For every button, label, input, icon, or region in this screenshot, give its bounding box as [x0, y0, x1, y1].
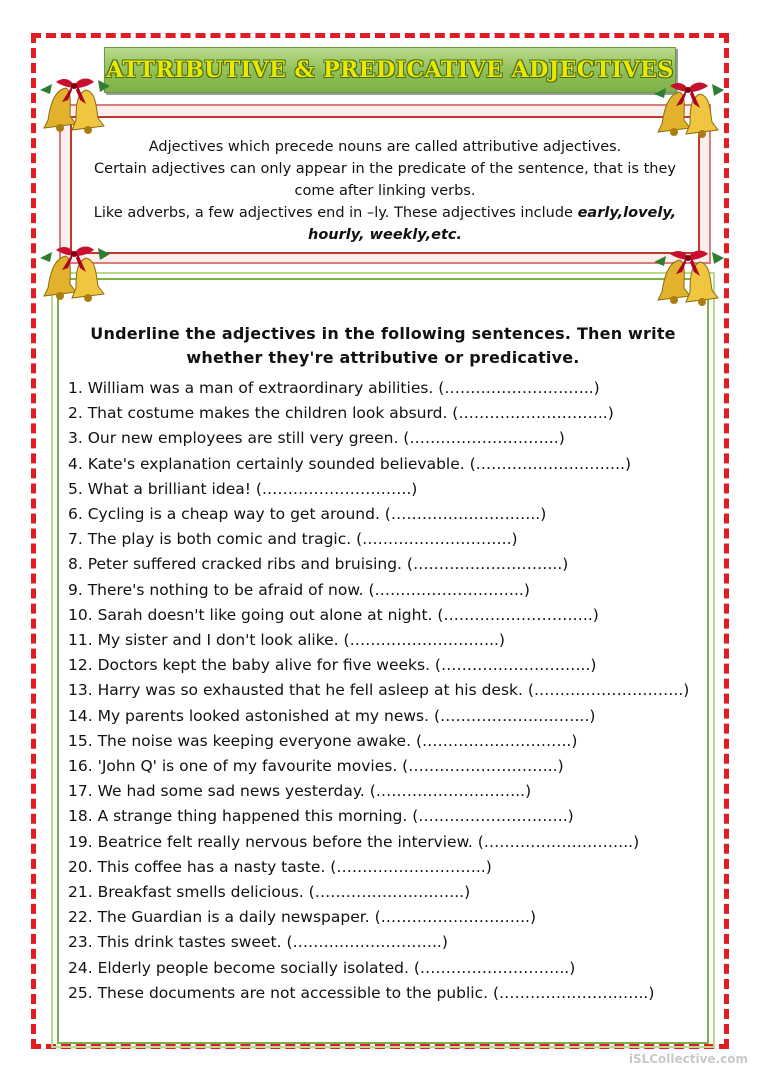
sentence-item: 9. There's nothing to be afraid of now. (………………………..) [68, 580, 530, 599]
info-line-1: Adjectives which precede nouns are called attributive adjectives. [148, 139, 622, 155]
sentence-list [68, 376, 698, 1006]
sentence-item: 6. Cycling is a cheap way to get around. (………………………..) [68, 505, 547, 524]
sentence-item: 8. Peter suffered cracked ribs and bruising. (………………………..) [68, 555, 569, 574]
sentence-item: 3. Our new employees are still very green. (………………………..) [68, 429, 565, 448]
info-box [70, 116, 700, 254]
page-title: ATTRIBUTIVE & PREDICATIVE ADJECTIVES [106, 57, 674, 83]
christmas-bells-icon [36, 244, 114, 316]
sentence-item: 19. Beatrice felt really nervous before the interview. (………………………..) [68, 832, 640, 851]
christmas-bells-icon [650, 80, 728, 152]
sentence-item: 12. Doctors kept the baby alive for five weeks. (………………………..) [68, 656, 597, 675]
sentence-item: 21. Breakfast smells delicious. (………………………..) [68, 883, 471, 902]
sentence-item: 11. My sister and I don't look alike. (………………………..) [68, 631, 505, 650]
sentence-item: 7. The play is both comic and tragic. (………………………..) [68, 530, 518, 549]
sentence-item: 5. What a brilliant idea! (………………………..) [68, 479, 418, 498]
sentence-item: 4. Kate's explanation certainly sounded believable. (………………………..) [68, 454, 632, 473]
sentence-item: 2. That costume makes the children look absurd. (………………………..) [68, 404, 614, 423]
footer-watermark: iSLCollective.com [628, 1052, 748, 1066]
sentence-item: 22. The Guardian is a daily newspaper. (………………………..) [68, 908, 537, 927]
sentence-item: 17. We had some sad news yesterday. (………………………..) [68, 782, 532, 801]
sentence-item: 13. Harry was so exhausted that he fell asleep at his desk. (………………………..) [68, 681, 690, 700]
sentence-item: 10. Sarah doesn't like going out alone at night. (………………………..) [68, 605, 599, 624]
title-banner [104, 47, 676, 93]
christmas-bells-icon [650, 248, 728, 320]
christmas-bells-icon [36, 76, 114, 148]
info-line-3-text: Like adverbs, a few adjectives end in –ly. These adjectives include [93, 205, 573, 221]
sentence-item: 18. A strange thing happened this morning. (………………………..) [68, 807, 574, 826]
sentence-item: 24. Elderly people become socially isolated. (………………………..) [68, 958, 576, 977]
sentence-item: 25. These documents are not accessible to the public. (………………………..) [68, 983, 655, 1002]
sentence-item: 23. This drink tastes sweet. (………………………..) [68, 933, 448, 952]
info-examples-2: hourly, weekly,etc. [308, 227, 462, 243]
sentence-item: 1. William was a man of extraordinary abilities. (………………………..) [68, 379, 600, 397]
info-examples-1: early,lovely, [577, 205, 677, 221]
info-line-3 [90, 202, 680, 246]
info-line-2: Certain adjectives can only appear in the predicate of the sentence, that is they come after linking verbs. [94, 161, 676, 199]
sentence-item: 16. 'John Q' is one of my favourite movies. (………………………..) [68, 757, 564, 776]
sentence-item: 14. My parents looked astonished at my news. (………………………..) [68, 706, 596, 725]
exercise-instructions: Underline the adjectives in the following sentences. Then write whether they're attributive or predicative. [90, 324, 676, 367]
sentence-item: 15. The noise was keeping everyone awake. (………………………..) [68, 731, 578, 750]
sentence-item: 20. This coffee has a nasty taste. (………………………..) [68, 857, 492, 876]
